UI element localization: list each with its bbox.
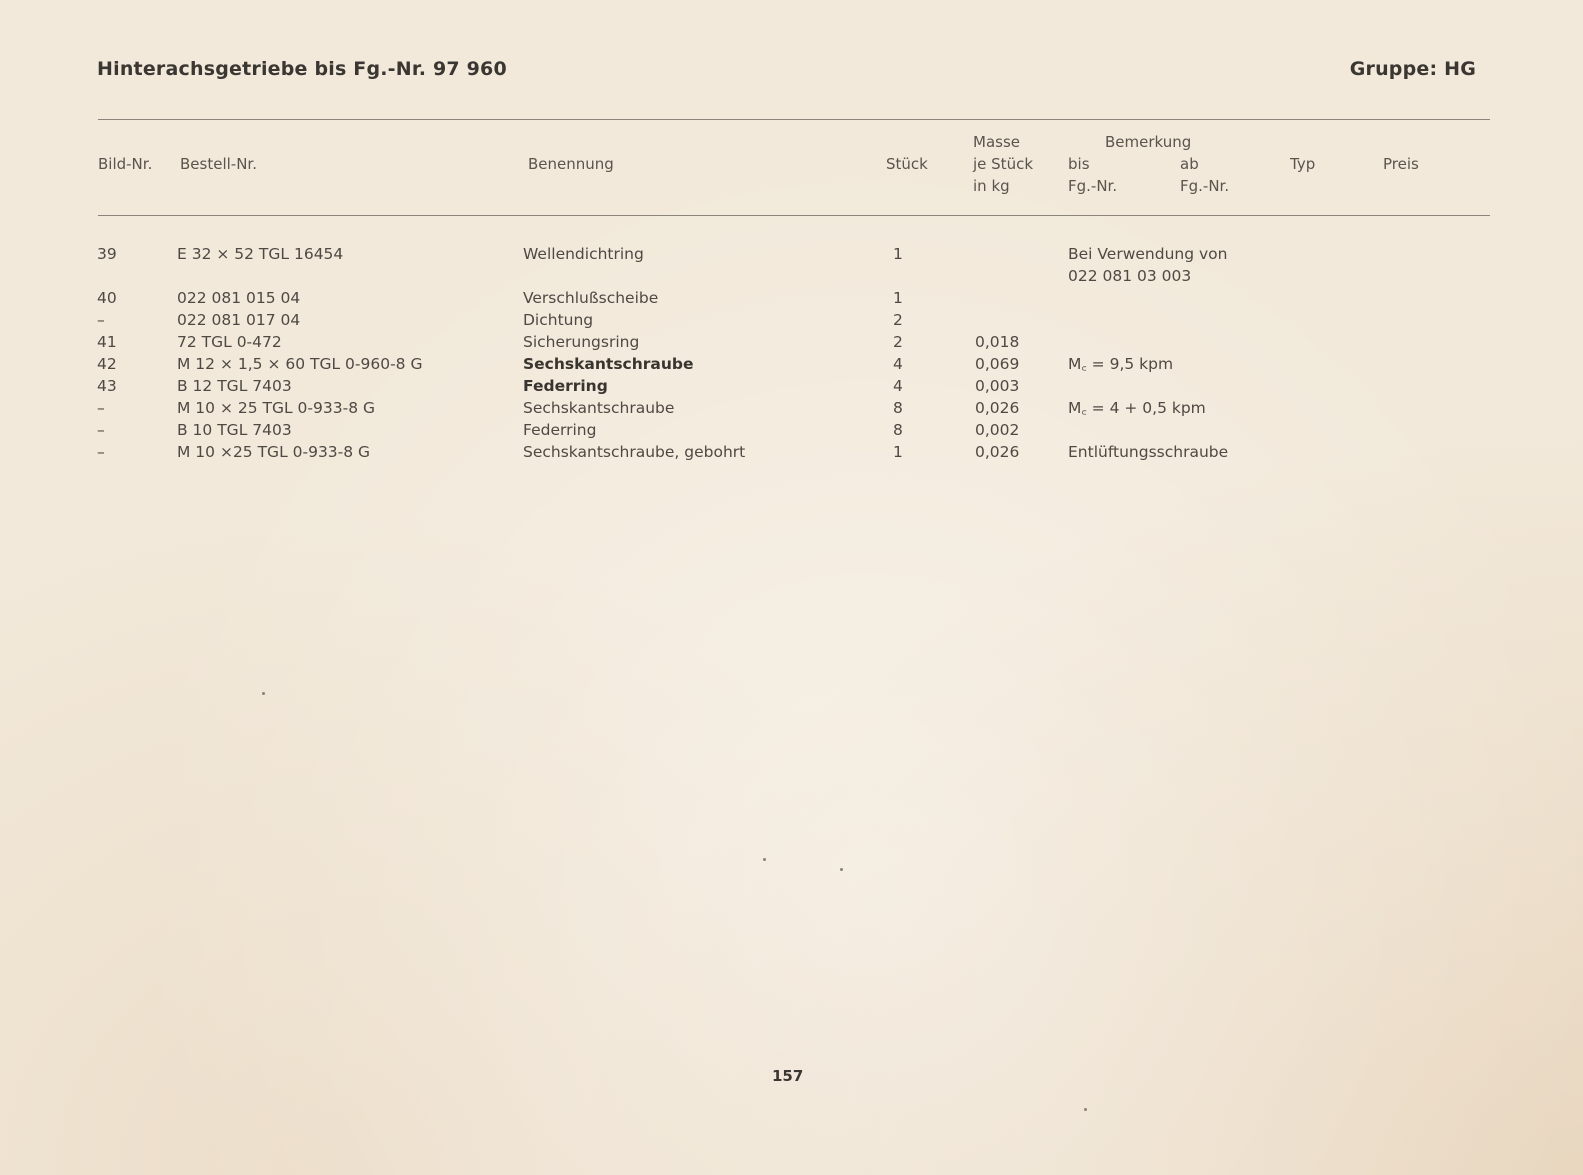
- paper-speck: [840, 868, 843, 871]
- col-preis: Preis: [1383, 155, 1419, 173]
- cell-bemerkung: M꜀ = 4 + 0,5 kpm: [1068, 399, 1206, 417]
- col-benennung: Benennung: [528, 155, 614, 173]
- cell-bestell-nr: M 10 × 25 TGL 0-933-8 G: [177, 399, 375, 417]
- cell-bild-nr: –: [97, 443, 105, 461]
- col-typ: Typ: [1290, 155, 1316, 173]
- col-masse-line2: je Stück: [973, 155, 1034, 173]
- cell-benennung: Wellendichtring: [523, 245, 644, 263]
- col-bis: bis: [1068, 155, 1090, 173]
- cell-stueck: 8: [893, 399, 903, 417]
- cell-masse: 0,026: [975, 443, 1020, 461]
- cell-stueck: 8: [893, 421, 903, 439]
- cell-stueck: 1: [893, 245, 903, 263]
- cell-bestell-nr: 022 081 015 04: [177, 289, 301, 307]
- cell-stueck: 4: [893, 355, 903, 373]
- cell-benennung: Dichtung: [523, 311, 594, 329]
- cell-bild-nr: 39: [97, 245, 117, 263]
- paper-speck: [1084, 1108, 1087, 1111]
- cell-bestell-nr: 022 081 017 04: [177, 311, 301, 329]
- col-bild-nr: Bild-Nr.: [98, 155, 153, 173]
- cell-bestell-nr: M 10 ×25 TGL 0-933-8 G: [177, 443, 371, 461]
- col-ab: ab: [1180, 155, 1199, 173]
- cell-bemerkung: Bei Verwendung von: [1068, 245, 1228, 263]
- paper-speck: [262, 692, 265, 695]
- col-bemerkung: Bemerkung: [1105, 133, 1192, 151]
- cell-benennung: Sicherungsring: [523, 333, 640, 351]
- cell-benennung: Federring: [523, 377, 608, 395]
- cell-bild-nr: –: [97, 311, 105, 329]
- header-bottom-rule: [98, 215, 1490, 216]
- cell-bestell-nr: M 12 × 1,5 × 60 TGL 0-960-8 G: [177, 355, 423, 373]
- cell-bild-nr: –: [97, 421, 105, 439]
- cell-masse: 0,018: [975, 333, 1020, 351]
- cell-bild-nr: 41: [97, 333, 117, 351]
- page-title: Hinterachsgetriebe bis Fg.-Nr. 97 960: [97, 58, 507, 80]
- cell-stueck: 2: [893, 311, 903, 329]
- col-stueck: Stück: [886, 155, 928, 173]
- cell-bemerkung: M꜀ = 9,5 kpm: [1068, 355, 1174, 373]
- cell-masse: 0,069: [975, 355, 1020, 373]
- cell-stueck: 2: [893, 333, 903, 351]
- page-number: 157: [772, 1067, 804, 1085]
- cell-benennung: Federring: [523, 421, 597, 439]
- cell-stueck: 1: [893, 289, 903, 307]
- cell-bild-nr: 42: [97, 355, 117, 373]
- cell-benennung: Sechskantschraube: [523, 399, 675, 417]
- col-bis-fg-nr: Fg.-Nr.: [1068, 177, 1118, 195]
- cell-bestell-nr: B 10 TGL 7403: [177, 421, 292, 439]
- cell-masse: 0,026: [975, 399, 1020, 417]
- header-top-rule: [98, 119, 1490, 120]
- group-label: Gruppe: HG: [1349, 58, 1476, 80]
- cell-bestell-nr: 72 TGL 0-472: [177, 333, 282, 351]
- cell-benennung: Verschlußscheibe: [523, 289, 659, 307]
- cell-masse: 0,003: [975, 377, 1020, 395]
- cell-stueck: 4: [893, 377, 903, 395]
- cell-bestell-nr: B 12 TGL 7403: [177, 377, 292, 395]
- col-masse-line1: Masse: [973, 133, 1020, 151]
- col-ab-fg-nr: Fg.-Nr.: [1180, 177, 1230, 195]
- cell-bemerkung-line2: 022 081 03 003: [1068, 267, 1192, 285]
- cell-stueck: 1: [893, 443, 903, 461]
- cell-bestell-nr: E 32 × 52 TGL 16454: [177, 245, 344, 263]
- cell-bild-nr: 40: [97, 289, 117, 307]
- cell-benennung: Sechskantschraube, gebohrt: [523, 443, 746, 461]
- cell-masse: 0,002: [975, 421, 1020, 439]
- cell-bemerkung: Entlüftungsschraube: [1068, 443, 1229, 461]
- paper-speck: [763, 858, 766, 861]
- col-bestell-nr: Bestell-Nr.: [180, 155, 257, 173]
- cell-bild-nr: 43: [97, 377, 117, 395]
- cell-benennung: Sechskantschraube: [523, 355, 694, 373]
- cell-bild-nr: –: [97, 399, 105, 417]
- col-masse-line3: in kg: [973, 177, 1010, 195]
